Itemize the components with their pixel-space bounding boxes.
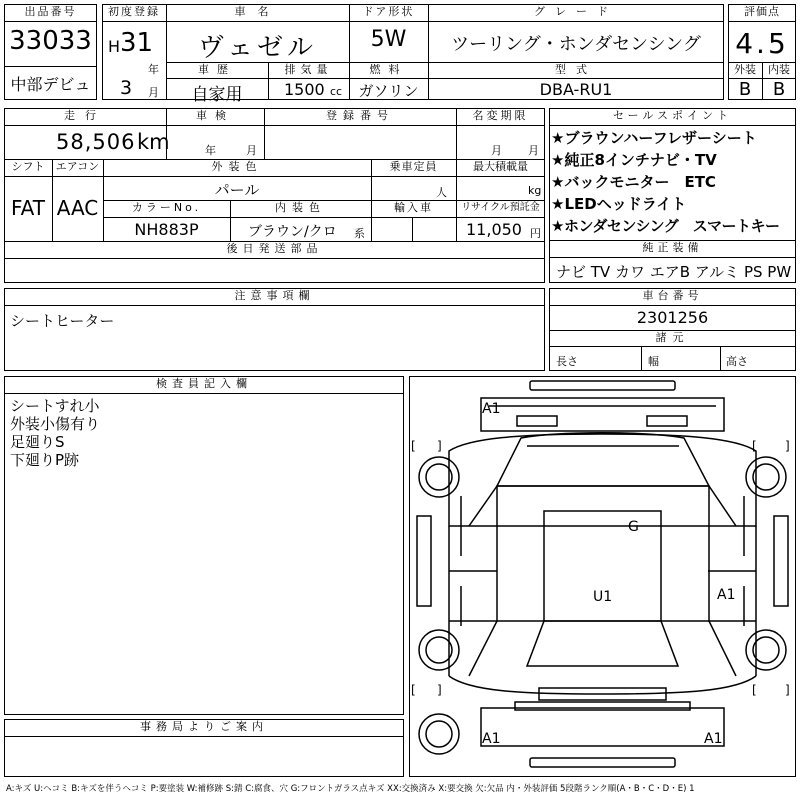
inspection-label: 車検 bbox=[196, 109, 234, 122]
inspector-label: 検査員記入欄 bbox=[156, 377, 252, 390]
name-change-day-unit: 月 bbox=[528, 144, 539, 157]
interior-color-unit: 系 bbox=[354, 227, 365, 240]
registration-number-label: 登録番号 bbox=[326, 109, 394, 122]
equipment-list: ナビ TV カワ エアB アルミ PS PW bbox=[556, 263, 792, 281]
color-number-label: カラーNo. bbox=[131, 201, 202, 214]
later-parts-label: 後日発送部品 bbox=[226, 242, 323, 255]
legend-text: A:キズ U:ヘコミ B:キズを伴うヘコミ P:要塗装 W:補修跡 S:錆 C:腐食、穴 G:フロントガラス点キズ XX:交換済み X:要交換 欠:欠品 内・外装評価 5段階ランク順(A・B・C・D・E) 1 bbox=[6, 784, 695, 794]
svg-text:[: [ bbox=[411, 683, 416, 697]
first-registration-era: H bbox=[108, 37, 121, 56]
first-registration-label: 初度登録 bbox=[108, 5, 160, 18]
history: 自家用 bbox=[191, 85, 243, 105]
displacement-unit: cc bbox=[330, 85, 343, 98]
auction-score: 4.5 bbox=[735, 27, 789, 60]
first-registration-year: 31 bbox=[120, 28, 154, 58]
selling-points-list bbox=[551, 127, 795, 240]
svg-text:]: ] bbox=[785, 683, 790, 697]
chassis-number: 2301256 bbox=[636, 308, 709, 327]
exterior-grade-label: 外装 bbox=[734, 63, 756, 76]
svg-text:[: [ bbox=[752, 439, 757, 453]
damage-mark: A1 bbox=[482, 731, 501, 747]
damage-mark: A1 bbox=[482, 401, 501, 417]
inspection-year-unit: 年 bbox=[205, 144, 216, 157]
displacement-label: 排気量 bbox=[284, 63, 333, 76]
length-label: 長さ bbox=[556, 355, 578, 368]
interior-color: ブラウン/クロ bbox=[248, 224, 337, 240]
year-unit: 年 bbox=[148, 63, 159, 76]
displacement: 1500 bbox=[284, 80, 325, 99]
svg-text:]: ] bbox=[437, 683, 442, 697]
svg-text:[: [ bbox=[752, 683, 757, 697]
first-registration-month: 3 bbox=[120, 77, 133, 99]
mileage-label: 走行 bbox=[64, 109, 106, 122]
interior-grade: B bbox=[772, 79, 786, 100]
mileage-unit: km bbox=[137, 130, 170, 154]
max-load-label: 最大積載量 bbox=[473, 160, 528, 173]
recycle-deposit-unit: 円 bbox=[530, 227, 541, 240]
max-load-unit: kg bbox=[528, 184, 542, 197]
color-number: NH883P bbox=[134, 220, 199, 239]
office-label: 事務局よりご案内 bbox=[140, 720, 268, 733]
recycle-deposit: 11,050 bbox=[466, 220, 522, 239]
recycle-deposit-label: リサイクル預託金 bbox=[461, 202, 540, 213]
capacity-unit: 人 bbox=[436, 186, 447, 199]
svg-text:[: [ bbox=[411, 439, 416, 453]
width-label: 幅 bbox=[648, 355, 659, 368]
inspector-note: 外装小傷有り bbox=[10, 415, 101, 433]
equipment-label: 純正装備 bbox=[642, 241, 703, 254]
specs-label: 諸元 bbox=[655, 331, 690, 344]
name-change-deadline-label: 名変期限 bbox=[472, 109, 529, 122]
car-name: ヴェゼル bbox=[198, 33, 317, 63]
fuel-label: 燃料 bbox=[369, 63, 408, 76]
inspector-note: 下廻りP跡 bbox=[10, 451, 80, 469]
lot-note: 中部デビュ bbox=[10, 75, 91, 94]
shift-label: シフト bbox=[11, 160, 45, 173]
history-label: 車歴 bbox=[198, 63, 236, 76]
height-label: 高さ bbox=[726, 355, 748, 368]
exterior-grade: B bbox=[738, 79, 752, 100]
car-diagram bbox=[409, 376, 796, 777]
selling-point: ★ブラウンハーフレザーシート bbox=[551, 129, 757, 147]
grade: ツーリング・ホンダセンシング bbox=[451, 34, 701, 55]
notes-label: 注意事項欄 bbox=[234, 289, 315, 302]
selling-points-label: セールスポイント bbox=[612, 109, 732, 122]
month-unit: 月 bbox=[148, 86, 159, 99]
grade-label: グレード bbox=[534, 5, 618, 18]
damage-mark: A1 bbox=[717, 587, 736, 603]
inspector-note: シートすれ小 bbox=[10, 397, 100, 415]
aircon-label: エアコン bbox=[55, 160, 100, 173]
lot-number: 33033 bbox=[9, 26, 92, 56]
model-label: 型式 bbox=[555, 63, 597, 76]
exterior-color: パール bbox=[214, 181, 260, 199]
lot-number-label: 出品番号 bbox=[24, 5, 77, 18]
interior-color-label: 内装色 bbox=[275, 201, 326, 214]
damage-mark: G bbox=[628, 519, 639, 535]
model-code: DBA-RU1 bbox=[539, 80, 613, 99]
svg-text:]: ] bbox=[437, 439, 442, 453]
notes-text: シートヒーター bbox=[10, 312, 115, 330]
import-car-label: 輸入車 bbox=[394, 201, 433, 214]
score-label: 評価点 bbox=[744, 5, 780, 18]
chassis-number-label: 車台番号 bbox=[642, 289, 703, 302]
damage-mark: U1 bbox=[593, 589, 613, 605]
selling-point: ★LEDヘッドライト bbox=[551, 195, 687, 213]
selling-point: ★ホンダセンシング スマートキー bbox=[551, 217, 780, 235]
fuel: ガソリン bbox=[358, 82, 419, 100]
shift-value: FAT bbox=[10, 196, 45, 220]
door-type-label: ドア形状 bbox=[362, 5, 415, 18]
capacity-label: 乗車定員 bbox=[389, 160, 438, 173]
exterior-color-label: 外装色 bbox=[211, 160, 263, 173]
aircon-value: AAC bbox=[56, 196, 99, 220]
mileage-value: 58,506 bbox=[56, 130, 136, 154]
selling-point: ★純正8インチナビ・TV bbox=[551, 151, 717, 169]
svg-text:]: ] bbox=[785, 439, 790, 453]
name-change-month-unit: 月 bbox=[491, 144, 502, 157]
interior-grade-label: 内装 bbox=[768, 63, 790, 76]
car-name-label: 車名 bbox=[234, 5, 281, 18]
inspection-month-unit: 月 bbox=[246, 144, 257, 157]
door-type: 5W bbox=[370, 27, 407, 52]
inspector-note: 足廻りS bbox=[10, 433, 65, 451]
selling-point: ★バックモニター ETC bbox=[551, 173, 716, 191]
damage-mark: A1 bbox=[704, 731, 723, 747]
